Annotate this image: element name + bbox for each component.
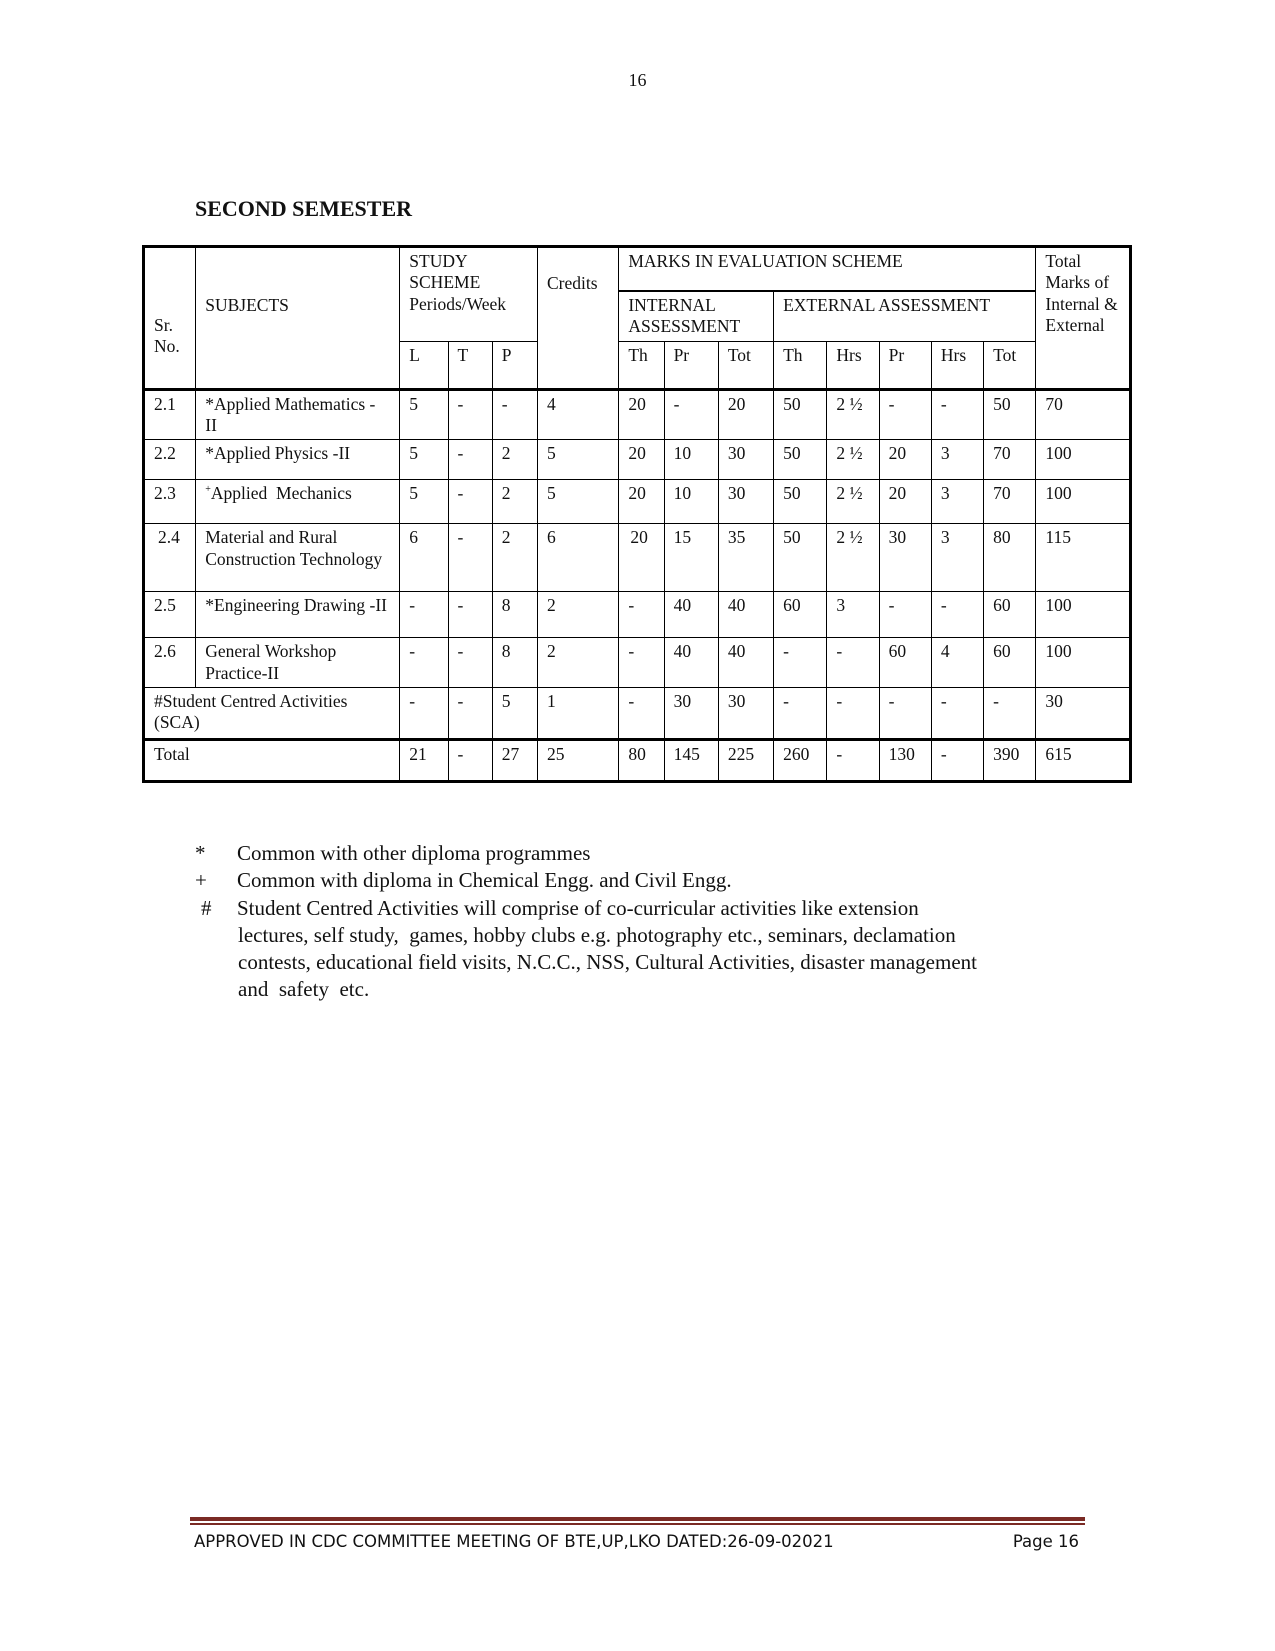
cell-credits: 6 bbox=[537, 524, 618, 592]
cell-p: 2 bbox=[492, 480, 537, 524]
cell-total: 115 bbox=[1036, 524, 1131, 592]
footnote-item bbox=[195, 895, 1095, 922]
cell-int-tot: 40 bbox=[718, 592, 773, 638]
header-int-tot: Tot bbox=[718, 341, 773, 389]
header-ext-hrs: Hrs bbox=[827, 341, 879, 389]
cell-ext-tot: 60 bbox=[984, 592, 1036, 638]
cell-total: 100 bbox=[1036, 480, 1131, 524]
cell-l: 5 bbox=[400, 480, 448, 524]
table-row bbox=[144, 592, 1131, 638]
cell-ext-hrs-2: 3 bbox=[931, 440, 983, 480]
cell-ext-th: - bbox=[774, 688, 827, 740]
footnote-text: Common with diploma in Chemical Engg. and Civil Engg. bbox=[237, 868, 732, 893]
cell-l: - bbox=[400, 592, 448, 638]
cell-ext-hrs: - bbox=[827, 688, 879, 740]
cell-credits: 1 bbox=[537, 688, 618, 740]
header-int-pr: Pr bbox=[664, 341, 718, 389]
cell-int-pr: 10 bbox=[664, 480, 718, 524]
cell-ext-th: 50 bbox=[774, 389, 827, 440]
cell-t: - bbox=[448, 440, 492, 480]
total-row bbox=[144, 740, 1131, 782]
cell-credits: 25 bbox=[537, 740, 618, 782]
cell-credits: 2 bbox=[537, 638, 618, 688]
cell-p: 8 bbox=[492, 638, 537, 688]
cell-int-pr: 40 bbox=[664, 638, 718, 688]
header-l: L bbox=[400, 341, 448, 389]
table-row bbox=[144, 638, 1131, 688]
cell-ext-hrs-2: - bbox=[931, 389, 983, 440]
cell-ext-hrs: 2 ½ bbox=[827, 480, 879, 524]
table-row bbox=[144, 440, 1131, 480]
section-title: SECOND SEMESTER bbox=[195, 196, 413, 221]
subject-text: Applied Mechanics bbox=[210, 483, 352, 504]
footnote-continuation: lectures, self study, games, hobby clubs e.g. photography etc., seminars, declamation bbox=[238, 922, 956, 947]
cell-total: 100 bbox=[1036, 592, 1131, 638]
cell-int-pr: 15 bbox=[664, 524, 718, 592]
cell-ext-pr: - bbox=[879, 389, 931, 440]
cell-int-th: - bbox=[619, 688, 664, 740]
cell-credits: 4 bbox=[537, 389, 618, 440]
header-p: P bbox=[492, 341, 537, 389]
footer-page-number: Page 16 bbox=[1012, 1532, 1079, 1551]
cell-subject: *Applied Mathematics - II bbox=[196, 389, 400, 440]
cell-int-pr: - bbox=[664, 389, 718, 440]
cell-ext-hrs: 2 ½ bbox=[827, 389, 879, 440]
cell-int-th: 20 bbox=[619, 440, 664, 480]
footer-divider bbox=[190, 1517, 1085, 1525]
cell-int-pr: 10 bbox=[664, 440, 718, 480]
cell-int-th: 20 bbox=[619, 524, 664, 592]
header-ext-tot: Tot bbox=[984, 341, 1036, 389]
cell-sr: 2.1 bbox=[144, 389, 196, 440]
cell-credits: 5 bbox=[537, 440, 618, 480]
cell-int-tot: 30 bbox=[718, 688, 773, 740]
table-row bbox=[144, 524, 1131, 592]
cell-l: - bbox=[400, 688, 448, 740]
cell-ext-pr: 20 bbox=[879, 440, 931, 480]
subject-footnote-mark: + bbox=[205, 484, 211, 496]
header-marks-scheme: MARKS IN EVALUATION SCHEME bbox=[619, 247, 1036, 292]
header-sr-no: Sr. No. bbox=[144, 247, 196, 390]
cell-sr: 2.5 bbox=[144, 592, 196, 638]
cell-int-tot: 35 bbox=[718, 524, 773, 592]
cell-sr: 2.4 bbox=[144, 524, 196, 592]
header-ext-hrs-2: Hrs bbox=[931, 341, 983, 389]
cell-int-pr: 30 bbox=[664, 688, 718, 740]
cell-int-th: - bbox=[619, 638, 664, 688]
cell-total: 615 bbox=[1036, 740, 1131, 782]
cell-ext-hrs-2: - bbox=[931, 740, 983, 782]
cell-ext-tot: 60 bbox=[984, 638, 1036, 688]
cell-sca-label: #Student Centred Activities (SCA) bbox=[144, 688, 400, 740]
cell-p: 5 bbox=[492, 688, 537, 740]
page-footer bbox=[194, 1532, 1079, 1551]
cell-total: 100 bbox=[1036, 440, 1131, 480]
cell-credits: 2 bbox=[537, 592, 618, 638]
cell-int-pr: 40 bbox=[664, 592, 718, 638]
cell-t: - bbox=[448, 524, 492, 592]
cell-ext-hrs: 2 ½ bbox=[827, 440, 879, 480]
cell-subject bbox=[196, 480, 400, 524]
header-study-scheme: STUDY SCHEME Periods/Week bbox=[400, 247, 538, 342]
cell-t: - bbox=[448, 480, 492, 524]
cell-ext-hrs-2: - bbox=[931, 592, 983, 638]
cell-p: 2 bbox=[492, 524, 537, 592]
cell-t: - bbox=[448, 592, 492, 638]
cell-l: 5 bbox=[400, 440, 448, 480]
cell-ext-hrs: 2 ½ bbox=[827, 524, 879, 592]
table-row bbox=[144, 389, 1131, 440]
cell-ext-pr: - bbox=[879, 688, 931, 740]
cell-ext-pr: 60 bbox=[879, 638, 931, 688]
cell-int-tot: 225 bbox=[718, 740, 773, 782]
header-ext-th: Th bbox=[774, 341, 827, 389]
cell-ext-pr: 130 bbox=[879, 740, 931, 782]
cell-total-label: Total bbox=[144, 740, 400, 782]
cell-p: 27 bbox=[492, 740, 537, 782]
approval-text: APPROVED IN CDC COMMITTEE MEETING OF BTE,UP,LKO DATED:26-09-02021 bbox=[194, 1532, 834, 1551]
cell-t: - bbox=[448, 688, 492, 740]
cell-ext-th: 50 bbox=[774, 480, 827, 524]
footnote-item bbox=[195, 840, 1095, 867]
cell-sr: 2.2 bbox=[144, 440, 196, 480]
cell-ext-hrs-2: 3 bbox=[931, 480, 983, 524]
footnote-continuation: contests, educational field visits, N.C.C., NSS, Cultural Activities, disaster management bbox=[238, 950, 977, 975]
cell-int-tot: 40 bbox=[718, 638, 773, 688]
cell-ext-th: 50 bbox=[774, 524, 827, 592]
cell-total: 70 bbox=[1036, 389, 1131, 440]
cell-ext-tot: 70 bbox=[984, 480, 1036, 524]
header-total-marks: Total Marks of Internal & External bbox=[1036, 247, 1131, 390]
cell-ext-hrs-2: - bbox=[931, 688, 983, 740]
cell-ext-th: - bbox=[774, 638, 827, 688]
cell-ext-hrs: 3 bbox=[827, 592, 879, 638]
cell-subject: Material and Rural Construction Technology bbox=[196, 524, 400, 592]
header-int-th: Th bbox=[619, 341, 664, 389]
cell-ext-tot: 80 bbox=[984, 524, 1036, 592]
header-internal-assessment: INTERNAL ASSESSMENT bbox=[619, 291, 774, 341]
header-ext-pr: Pr bbox=[879, 341, 931, 389]
cell-ext-hrs-2: 4 bbox=[931, 638, 983, 688]
cell-subject: General Workshop Practice-II bbox=[196, 638, 400, 688]
cell-ext-hrs: - bbox=[827, 638, 879, 688]
footnotes bbox=[195, 840, 1095, 1004]
sca-row bbox=[144, 688, 1131, 740]
footnote-text: Student Centred Activities will comprise of co-curricular activities like extension bbox=[237, 895, 919, 920]
header-credits: Credits bbox=[537, 247, 618, 390]
footnote-symbol: # bbox=[201, 895, 212, 920]
cell-ext-th: 60 bbox=[774, 592, 827, 638]
cell-l: - bbox=[400, 638, 448, 688]
footnote-item bbox=[195, 867, 1095, 894]
cell-int-th: 20 bbox=[619, 389, 664, 440]
cell-ext-tot: 390 bbox=[984, 740, 1036, 782]
footnote-symbol: + bbox=[195, 868, 207, 893]
cell-int-th: - bbox=[619, 592, 664, 638]
cell-total: 30 bbox=[1036, 688, 1131, 740]
evaluation-scheme-table bbox=[142, 245, 1132, 783]
footnote-symbol: * bbox=[195, 841, 206, 865]
cell-t: - bbox=[448, 638, 492, 688]
header-external-assessment: EXTERNAL ASSESSMENT bbox=[774, 291, 1036, 341]
cell-ext-hrs: - bbox=[827, 740, 879, 782]
table-row bbox=[144, 480, 1131, 524]
header-subjects: SUBJECTS bbox=[196, 247, 400, 390]
cell-int-th: 80 bbox=[619, 740, 664, 782]
cell-t: - bbox=[448, 389, 492, 440]
header-row-1 bbox=[144, 247, 1131, 292]
cell-subject: *Engineering Drawing -II bbox=[196, 592, 400, 638]
cell-sr: 2.6 bbox=[144, 638, 196, 688]
cell-p: 2 bbox=[492, 440, 537, 480]
cell-ext-th: 50 bbox=[774, 440, 827, 480]
cell-int-th: 20 bbox=[619, 480, 664, 524]
cell-t: - bbox=[448, 740, 492, 782]
cell-int-pr: 145 bbox=[664, 740, 718, 782]
cell-int-tot: 30 bbox=[718, 480, 773, 524]
cell-p: 8 bbox=[492, 592, 537, 638]
cell-l: 6 bbox=[400, 524, 448, 592]
cell-ext-th: 260 bbox=[774, 740, 827, 782]
cell-p: - bbox=[492, 389, 537, 440]
cell-sr: 2.3 bbox=[144, 480, 196, 524]
cell-l: 5 bbox=[400, 389, 448, 440]
header-t: T bbox=[448, 341, 492, 389]
cell-ext-tot: 70 bbox=[984, 440, 1036, 480]
cell-ext-hrs-2: 3 bbox=[931, 524, 983, 592]
cell-int-tot: 30 bbox=[718, 440, 773, 480]
footnote-text: Common with other diploma programmes bbox=[237, 841, 591, 865]
cell-credits: 5 bbox=[537, 480, 618, 524]
cell-subject: *Applied Physics -II bbox=[196, 440, 400, 480]
cell-ext-tot: 50 bbox=[984, 389, 1036, 440]
cell-int-tot: 20 bbox=[718, 389, 773, 440]
cell-l: 21 bbox=[400, 740, 448, 782]
footnote-continuation: and safety etc. bbox=[238, 977, 370, 1002]
page-number: 16 bbox=[628, 70, 647, 90]
cell-ext-tot: - bbox=[984, 688, 1036, 740]
cell-total: 100 bbox=[1036, 638, 1131, 688]
cell-ext-pr: 20 bbox=[879, 480, 931, 524]
cell-ext-pr: - bbox=[879, 592, 931, 638]
cell-ext-pr: 30 bbox=[879, 524, 931, 592]
